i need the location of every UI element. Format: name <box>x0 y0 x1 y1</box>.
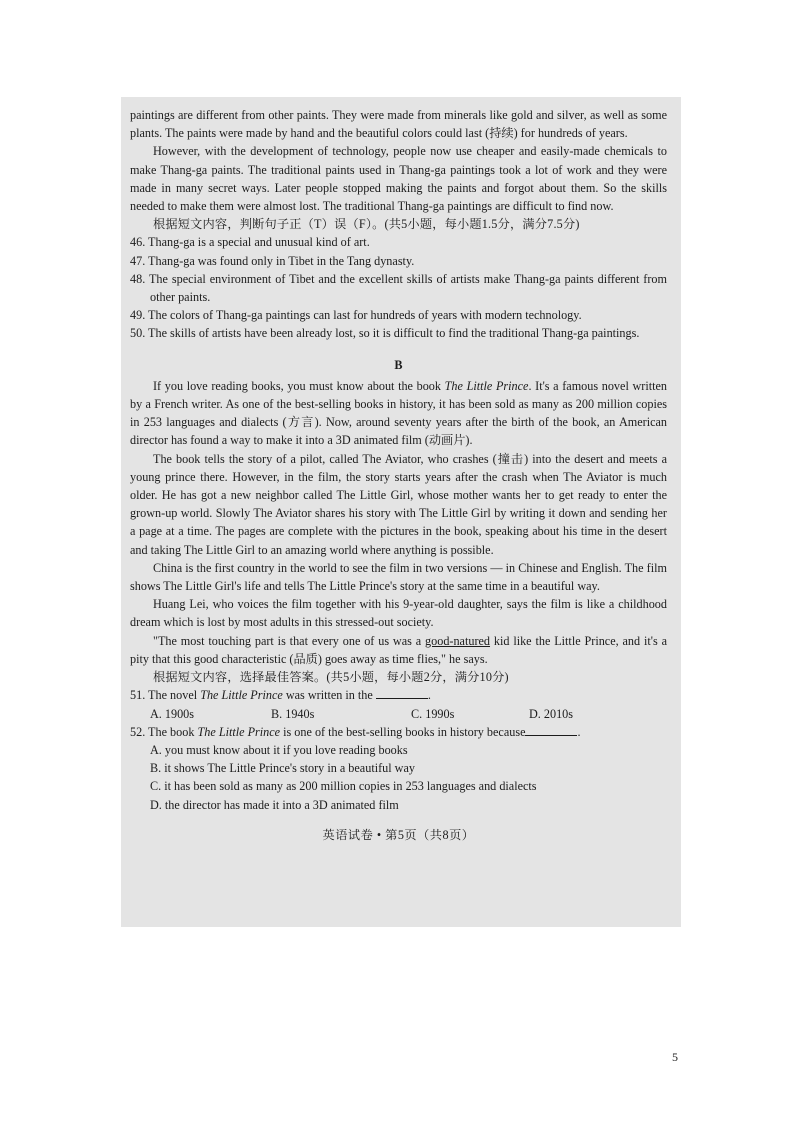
passage-a-paragraph-1: paintings are different from other paints. They were made from minerals like gold and silver, as well as some plants. The paints were made by hand and the beautiful colors could last (持续) for hundreds of years. <box>130 108 667 141</box>
exam-footer: 英语试卷 • 第5页（共8页） <box>322 827 475 842</box>
underlined-word: good-natured <box>425 633 491 648</box>
passage-b-paragraph-5: "The most touching part is that every one of us was a good-natured kid like the Little Prince, and it's a pity that this good characteristic (品质) goes away as time flies," he says. <box>130 633 667 666</box>
option-b: B. it shows The Little Prince's story in a beautiful way <box>150 761 415 776</box>
question-49: 49. The colors of Thang-ga paintings can last for hundreds of years with modern technology. <box>130 308 582 323</box>
question-51-options <box>130 705 667 723</box>
book-title: The Little Prince <box>444 378 529 393</box>
multiple-choice-instruction: 根据短文内容，选择最佳答案。(共5小题，每小题2分，满分10分) <box>153 670 509 685</box>
option-b: B. 1940s <box>271 706 315 721</box>
option-a: A. you must know about it if you love reading books <box>150 742 408 757</box>
option-d: D. the director has made it into a 3D animated film <box>150 797 399 812</box>
passage-b-paragraph-1: If you love reading books, you must know about the book The Little Prince. It's a famous novel written by a French writer. As one of the best-selling books in history, it has been sold as many as 200 million copies in 253 languages and dialects (方言). Now, around seventy years after the birth of the book, an American director has found a way to make it into a 3D animated film (动画片). <box>130 378 667 448</box>
question-46: 46. Thang-ga is a special and unusual kind of art. <box>130 235 370 250</box>
passage-b-paragraph-2: The book tells the story of a pilot, called The Aviator, who crashes (撞击) into the desert and meets a young prince there. However, in the film, the story starts years after the crash when The Aviator is much older. He has got a new neighbor called The Little Girl, whose mother wants her to get ready to enter the grown-up world. Slowly The Aviator shares his story with The Little Girl by writing it down and sending her a page at a time. The pages are complete with the pictures in the book, speaking about his time in the desert and taking The Little Girl to an amazing world where anything is possible. <box>130 451 667 557</box>
question-51: 51. The novel The Little Prince was written in the . <box>130 688 431 703</box>
question-47: 47. Thang-ga was found only in Tibet in the Tang dynasty. <box>130 253 415 268</box>
option-c: C. 1990s <box>411 706 455 721</box>
passage-b-paragraph-4: Huang Lei, who voices the film together with his 9-year-old daughter, says the film is like a childhood dream which is lost by most adults in this stressed-out society. <box>130 597 667 630</box>
answer-blank <box>376 687 428 699</box>
question-48: 48. The special environment of Tibet and the excellent skills of artists make Thang-ga paints different from other paints. <box>130 271 667 305</box>
section-b-heading: B <box>394 357 403 372</box>
scanned-exam-page <box>121 97 681 927</box>
passage-b-paragraph-3: China is the first country in the world to see the film in two versions — in Chinese and English. The film shows The Little Girl's life and tells The Little Prince's story at the same time in a beautiful way. <box>130 560 667 594</box>
page-number: 5 <box>672 1050 678 1064</box>
question-52: 52. The book The Little Prince is one of the best-selling books in history because . <box>130 724 581 739</box>
option-c: C. it has been sold as many as 200 million copies in 253 languages and dialects <box>150 779 537 794</box>
answer-blank <box>525 724 577 736</box>
passage-a-paragraph-2: However, with the development of technology, people now use cheaper and easily-made chemicals to make Thang-ga paints. The traditional paints used in Thang-ga paintings took a lot of work and they were made in many secret ways. Later people stopped making the paints and forgot about them. So the skills needed to make them were almost lost. The traditional Thang-ga paintings are difficult to find now. <box>130 144 667 214</box>
option-d: D. 2010s <box>529 706 574 721</box>
option-a: A. 1900s <box>150 706 195 721</box>
true-false-instruction: 根据短文内容，判断句子正（T）误（F）。(共5小题，每小题1.5分，满分7.5分) <box>153 217 580 232</box>
question-50: 50. The skills of artists have been already lost, so it is difficult to find the traditional Thang-ga paintings. <box>130 326 640 341</box>
